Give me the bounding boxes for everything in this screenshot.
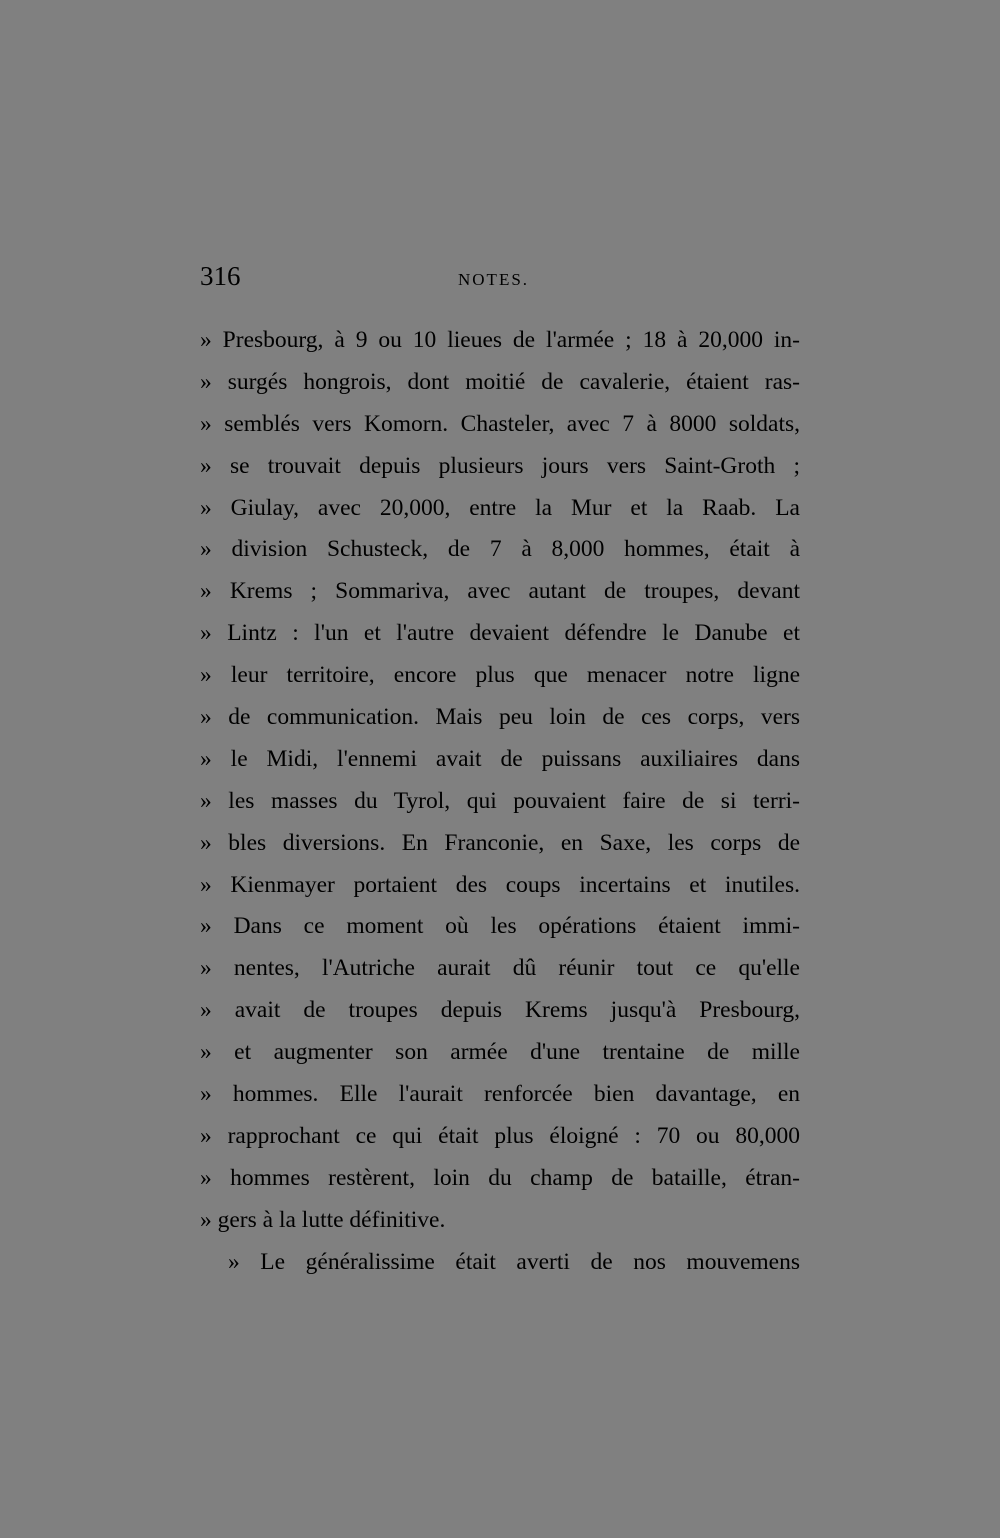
text-line: » Giulay, avec 20,000, entre la Mur et la Raab. La [200, 494, 800, 521]
text-line: » et augmenter son armée d'une trentaine de mille [200, 1039, 800, 1066]
text-line: » les masses du Tyrol, qui pouvaient faire de si terri- [200, 787, 800, 814]
text-line: » Kienmayer portaient des coups incertains et inutiles. [200, 871, 800, 898]
text-line: » de communication. Mais peu loin de ces corps, vers [200, 704, 800, 731]
running-head: NOTES. [458, 270, 530, 289]
text-line: » hommes restèrent, loin du champ de bataille, étran- [200, 1164, 800, 1191]
text-line: » leur territoire, encore plus que menacer notre ligne [200, 662, 800, 689]
text-line: » surgés hongrois, dont moitié de cavalerie, étaient ras- [200, 368, 800, 395]
text-line: » Le généralissime était averti de nos mouvemens [228, 1248, 800, 1275]
text-line: » Krems ; Sommariva, avec autant de troupes, devant [200, 578, 800, 605]
text-line: » Lintz : l'un et l'autre devaient défendre le Danube et [200, 620, 800, 647]
text-line: » le Midi, l'ennemi avait de puissans auxiliaires dans [200, 745, 800, 772]
text-line: » Dans ce moment où les opérations étaient immi- [200, 913, 800, 940]
text-line: » rapprochant ce qui était plus éloigné : 70 ou 80,000 [200, 1122, 800, 1149]
text-line: » hommes. Elle l'aurait renforcée bien davantage, en [200, 1081, 800, 1108]
text-line: » bles diversions. En Franconie, en Saxe, les corps de [200, 829, 800, 856]
text-line: » division Schusteck, de 7 à 8,000 hommes, était à [200, 536, 800, 563]
text-line: » semblés vers Komorn. Chasteler, avec 7 à 8000 soldats, [200, 410, 800, 437]
text-line: » nentes, l'Autriche aurait dû réunir tout ce qu'elle [200, 955, 800, 982]
text-line: » gers à la lutte définitive. [200, 1206, 446, 1233]
text-line: » se trouvait depuis plusieurs jours vers Saint-Groth ; [200, 452, 800, 479]
text-line: » Presbourg, à 9 ou 10 lieues de l'armée ; 18 à 20,000 in- [200, 327, 800, 353]
page-header [200, 258, 800, 298]
page-number: 316 [200, 261, 241, 291]
text-line: » avait de troupes depuis Krems jusqu'à Presbourg, [200, 997, 800, 1024]
text-body [200, 320, 800, 1283]
